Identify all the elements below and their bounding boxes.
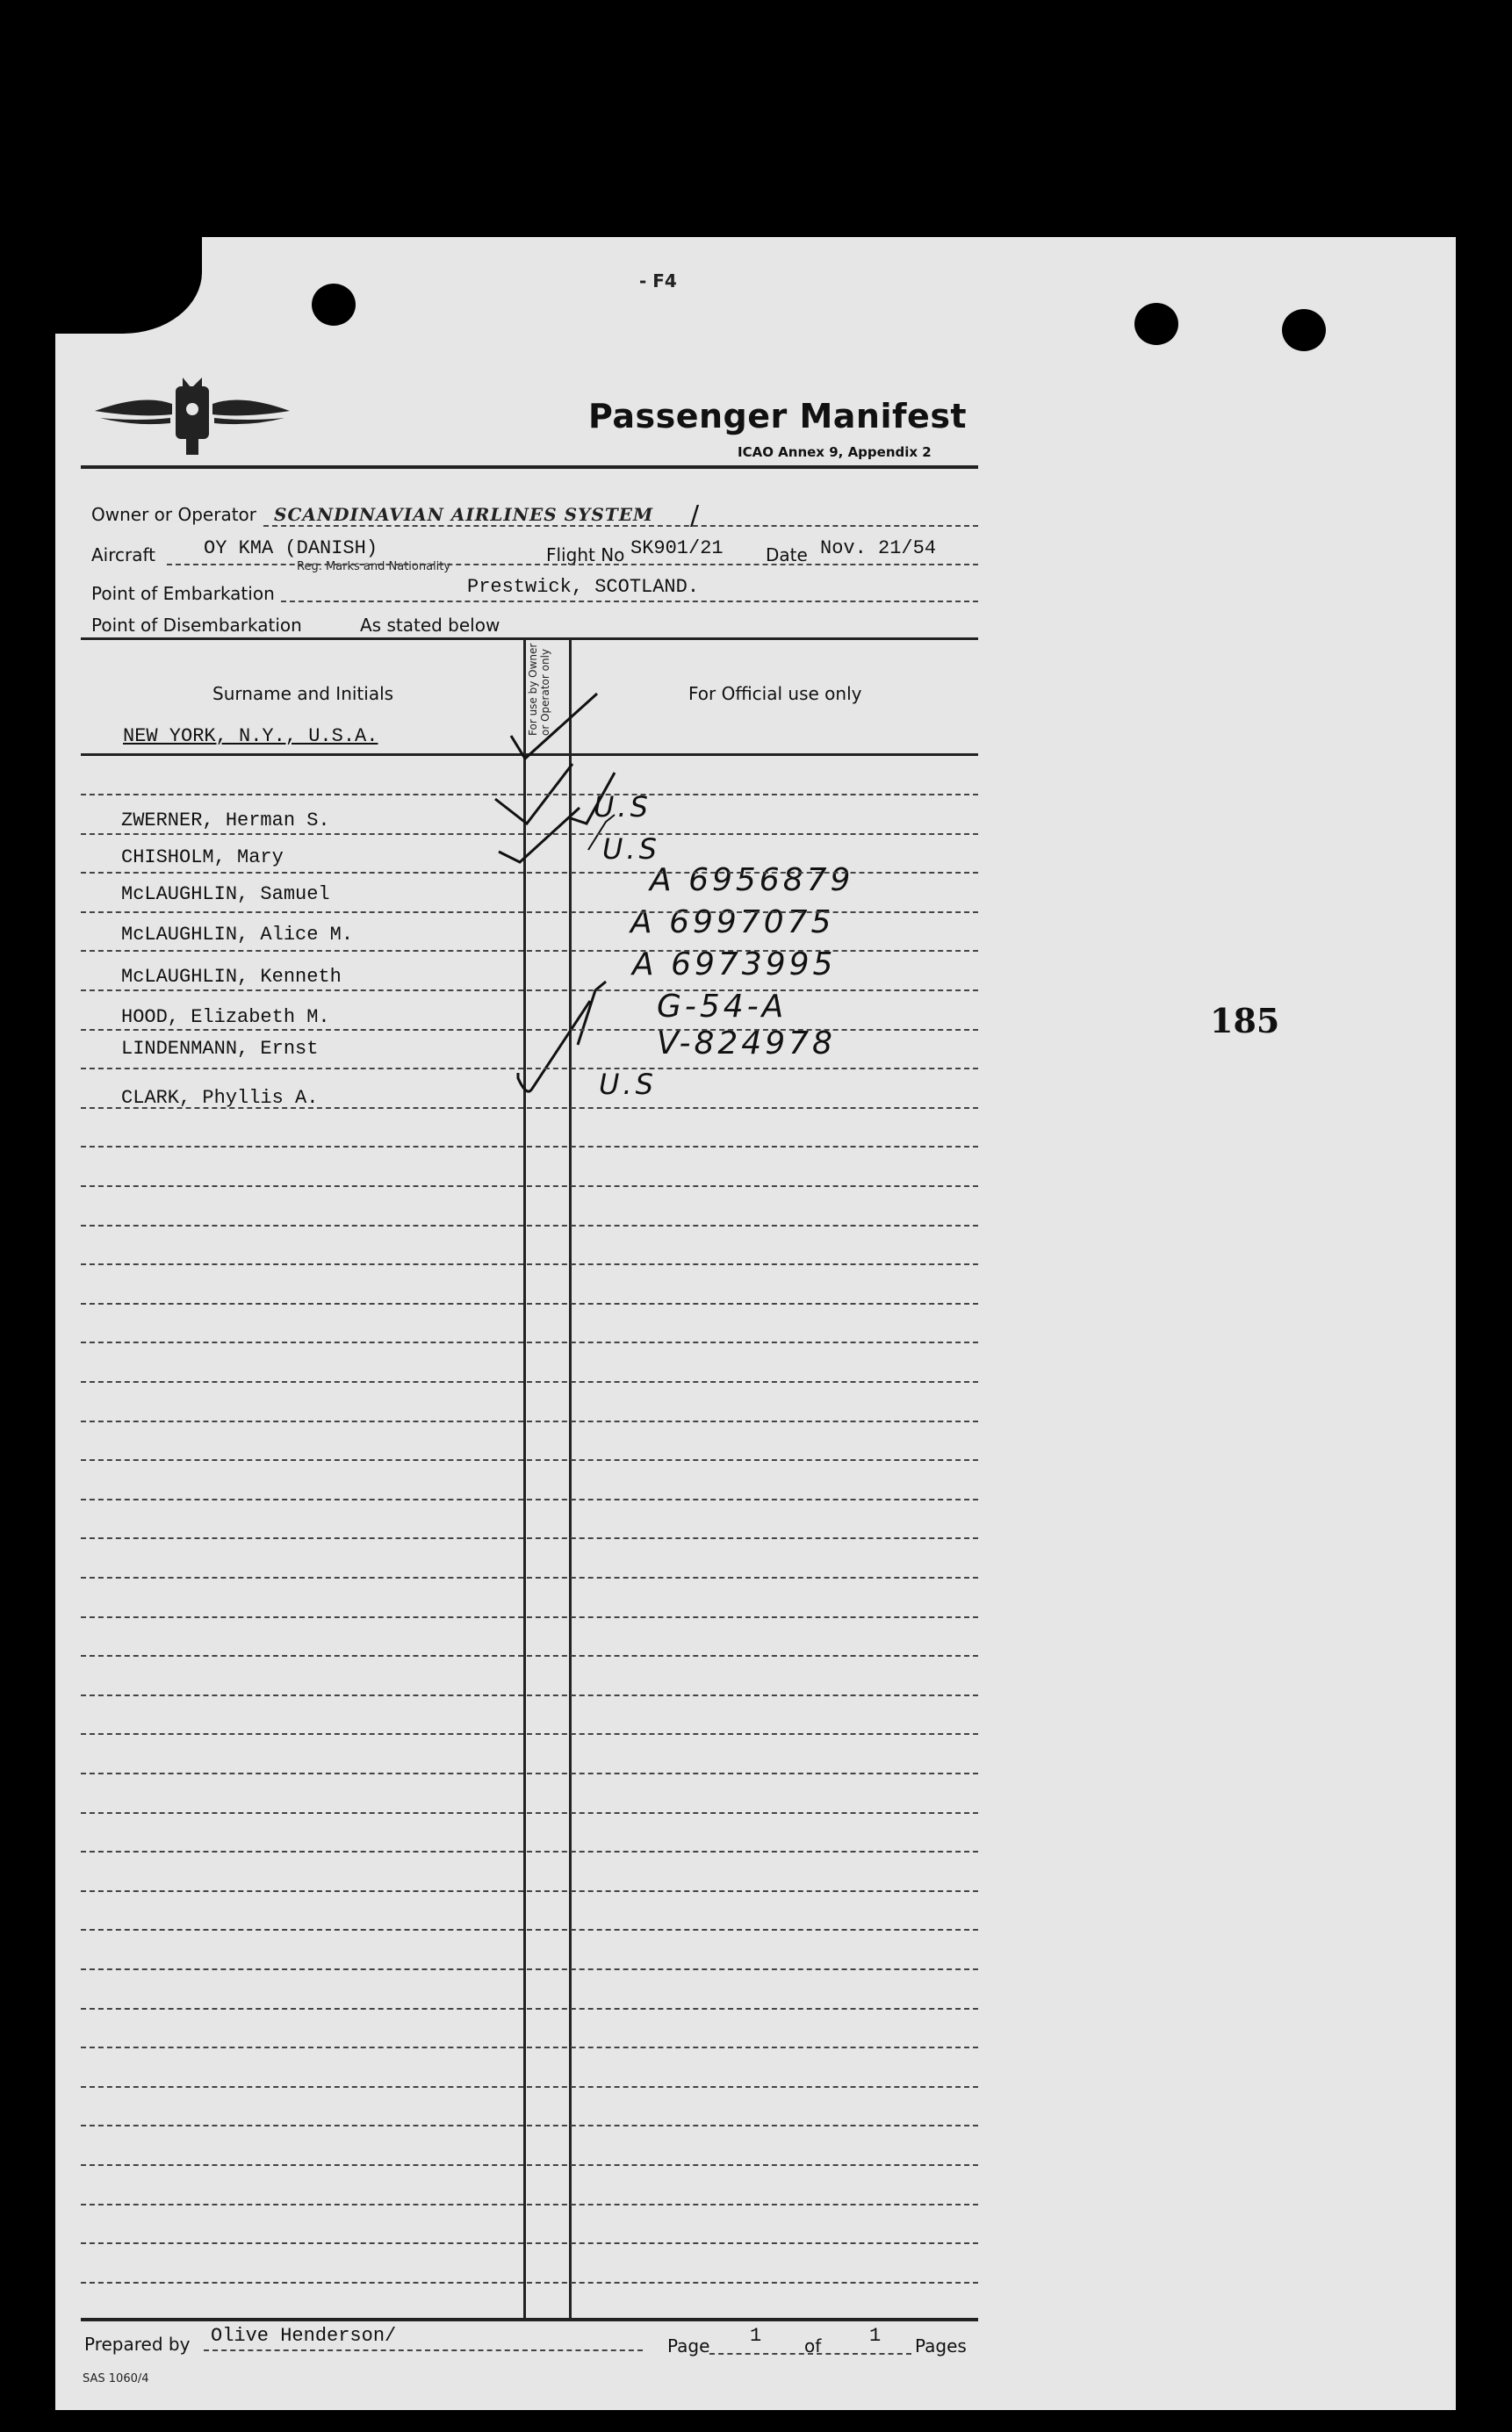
ruled-line	[81, 1225, 978, 1227]
official-note: U.S	[599, 1068, 657, 1101]
ruled-line	[81, 989, 978, 991]
of-label: of	[804, 2335, 822, 2356]
official-note: A 6973995	[632, 946, 837, 982]
airline-logo	[95, 378, 290, 457]
passenger-name: HOOD, Elizabeth M.	[121, 1006, 330, 1028]
page-subtitle: ICAO Annex 9, Appendix 2	[738, 444, 932, 460]
aircraft-label: Aircraft	[91, 544, 156, 565]
ruled-line	[81, 1929, 978, 1931]
ruled-line	[81, 2047, 978, 2048]
passenger-name: CHISHOLM, Mary	[121, 846, 284, 868]
passenger-name: LINDENMANN, Ernst	[121, 1038, 319, 1060]
ruled-line	[81, 1773, 978, 1774]
embarkation-value: Prestwick, SCOTLAND.	[467, 576, 700, 598]
ruled-line	[81, 1577, 978, 1579]
prepared-line	[204, 2349, 643, 2351]
ruled-line	[81, 1616, 978, 1618]
passenger-name: CLARK, Phyllis A.	[121, 1087, 319, 1109]
ruled-line	[81, 1421, 978, 1422]
disembarkation-label: Point of Disembarkation	[91, 615, 302, 636]
owner-line	[263, 525, 978, 527]
official-note: V-824978	[657, 1025, 836, 1061]
flight-value: SK901/21	[630, 537, 724, 559]
ruled-line	[81, 1655, 978, 1657]
ruled-line	[81, 2204, 978, 2205]
ruled-line	[81, 2125, 978, 2126]
disembarkation-value: As stated below	[360, 615, 500, 636]
page-label: Page	[667, 2335, 710, 2356]
destination: NEW YORK, N.Y., U.S.A.	[123, 725, 378, 747]
page-value: 1	[750, 2325, 762, 2347]
ruled-line	[81, 2164, 978, 2166]
ruled-line	[81, 1263, 978, 1265]
owner-label: Owner or Operator	[91, 504, 256, 525]
embarkation-label: Point of Embarkation	[91, 583, 275, 604]
owner-value: SCANDINAVIAN AIRLINES SYSTEM	[274, 504, 654, 525]
ruled-line	[81, 1537, 978, 1539]
ruled-line	[81, 1068, 978, 1069]
page-title: Passenger Manifest	[588, 397, 968, 435]
ruled-line	[81, 950, 978, 952]
ruled-line	[81, 1733, 978, 1735]
ruled-line	[81, 1459, 978, 1461]
aircraft-value: OY KMA (DANISH)	[204, 537, 378, 559]
official-note: U.S	[602, 832, 660, 866]
side-page-number: 185	[1210, 1001, 1280, 1040]
official-note: A 6956879	[650, 862, 854, 898]
ruled-line	[81, 1146, 978, 1148]
operator-use-header: For use by Owner or Operator only	[527, 643, 551, 736]
date-label: Date	[766, 544, 808, 565]
ruled-line	[81, 1499, 978, 1500]
prepared-label: Prepared by	[84, 2334, 191, 2355]
passenger-name: ZWERNER, Herman S.	[121, 809, 330, 831]
embarkation-line	[281, 601, 978, 602]
flight-label: Flight No	[546, 544, 625, 565]
ruled-line	[81, 1185, 978, 1187]
ruled-line	[81, 2242, 978, 2244]
official-note: A 6997075	[630, 904, 835, 940]
ruled-line	[81, 911, 978, 913]
official-note: U.S	[594, 790, 652, 824]
date-value: Nov. 21/54	[820, 537, 937, 559]
pages-label: Pages	[915, 2335, 967, 2356]
page-line	[709, 2353, 911, 2355]
ruled-line	[81, 1303, 978, 1305]
surname-header: Surname and Initials	[212, 683, 394, 704]
punch-hole	[1134, 303, 1178, 345]
ruled-line	[81, 2282, 978, 2284]
ruled-line	[81, 1694, 978, 1696]
of-value: 1	[869, 2325, 882, 2347]
passenger-name: McLAUGHLIN, Kenneth	[121, 966, 342, 988]
footer-rule	[81, 2318, 978, 2321]
ruled-line	[81, 1968, 978, 1970]
stamp-mark: - F4	[639, 270, 677, 291]
prepared-value: Olive Henderson/	[211, 2325, 397, 2347]
ruled-line	[81, 1890, 978, 1892]
owner-mark: /	[690, 500, 700, 531]
ruled-line	[81, 1107, 978, 1109]
ruled-line	[81, 1812, 978, 1814]
ruled-line	[81, 794, 978, 795]
official-note: G-54-A	[657, 989, 788, 1025]
punch-hole	[312, 284, 356, 326]
ruled-line	[81, 1342, 978, 1343]
ruled-line	[81, 2008, 978, 2010]
ruled-line	[81, 1029, 978, 1031]
aircraft-note: Reg. Marks and Nationality	[297, 560, 451, 573]
ruled-line	[81, 2086, 978, 2088]
ruled-line	[81, 833, 978, 835]
ruled-line	[81, 872, 978, 874]
passenger-name: McLAUGHLIN, Samuel	[121, 883, 330, 905]
passenger-name: McLAUGHLIN, Alice M.	[121, 924, 354, 946]
punch-hole	[1282, 309, 1326, 351]
ruled-line	[81, 1851, 978, 1853]
ruled-line	[81, 1381, 978, 1383]
form-code: SAS 1060/4	[83, 2372, 149, 2385]
check-marks	[474, 667, 650, 1124]
header-rule	[81, 465, 978, 469]
official-use-header: For Official use only	[688, 683, 862, 704]
aircraft-line	[167, 564, 978, 565]
